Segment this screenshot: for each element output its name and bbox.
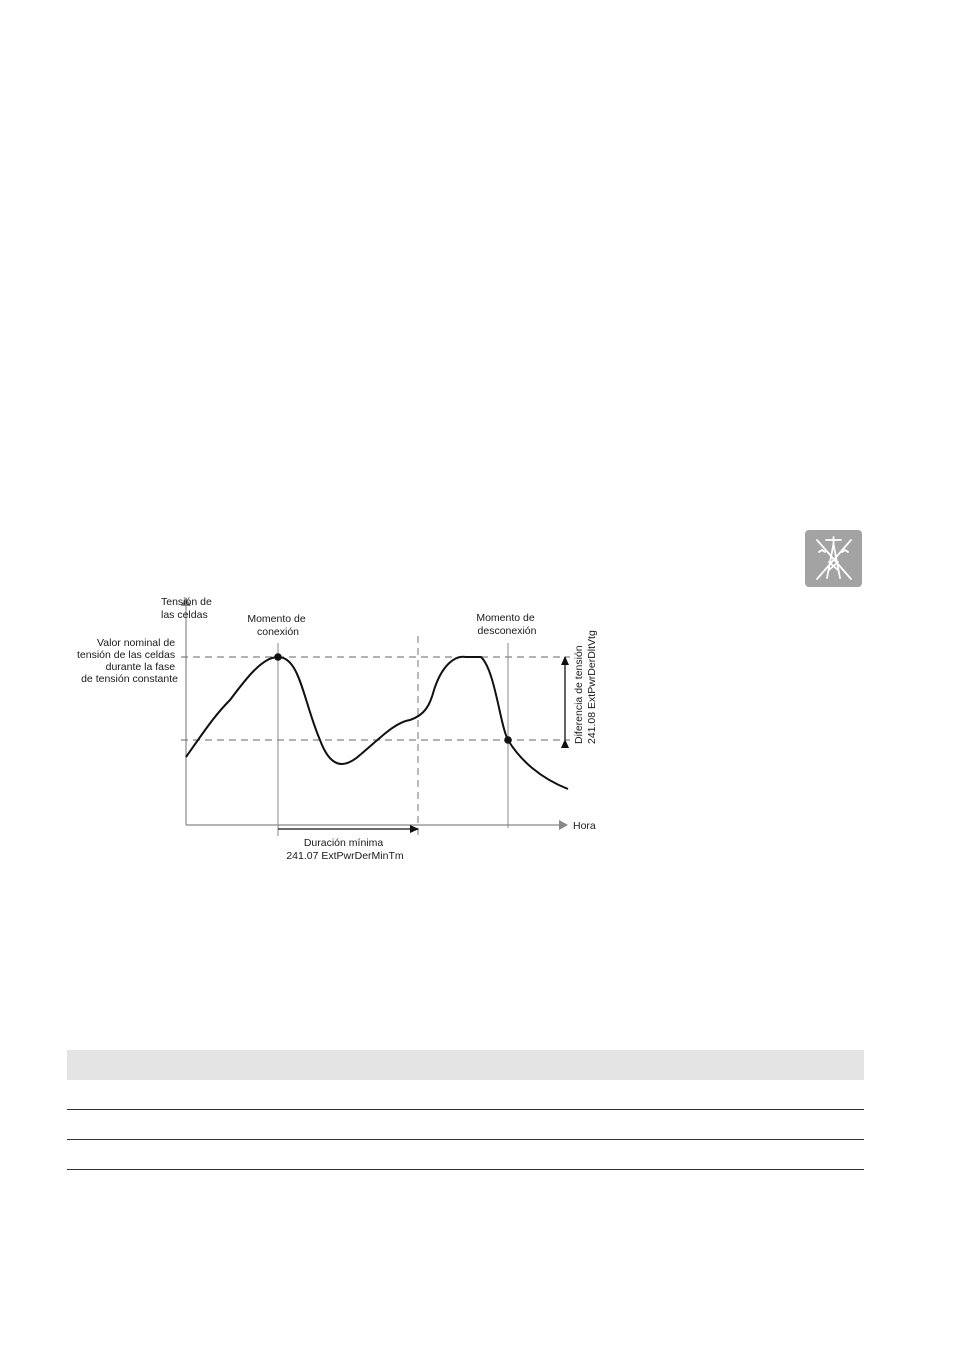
connection-label [247, 613, 308, 638]
table-row [67, 1080, 864, 1110]
table-row [67, 1140, 864, 1170]
y-axis-label-line: las celdas [161, 609, 208, 621]
disconnection-label-line: Momento de [476, 612, 535, 624]
y-axis-label-line: Tensión de [161, 596, 212, 608]
connection-label-line: Momento de [247, 613, 306, 625]
nominal-label-line: Valor nominal de [97, 637, 176, 649]
x-axis-label: Hora [573, 820, 596, 832]
disconnection-label-line: desconexión [477, 625, 537, 637]
parameter-table [67, 1050, 864, 1170]
table-row [67, 1110, 864, 1140]
voltage-difference-label-line: Diferencia de tensión [573, 645, 585, 744]
min-duration-label-line: Duración mínima [303, 837, 384, 849]
nominal-label-line: durante la fase [105, 661, 176, 673]
connection-point [274, 653, 282, 661]
nominal-label-line: tensión de las celdas [77, 649, 176, 661]
no-grid-connection-badge [805, 530, 862, 587]
disconnection-point [504, 736, 512, 744]
connection-label-line: conexión [256, 626, 300, 638]
min-duration-label [286, 837, 404, 862]
voltage-difference-label [573, 630, 598, 744]
voltage-difference-label-line: 241.08 ExtPwrDerDltVtg [586, 630, 598, 744]
y-axis-label [161, 596, 215, 621]
nominal-voltage-label [77, 637, 178, 685]
nominal-label-line: de tensión constante [81, 673, 178, 685]
no-grid-connection-icon [805, 530, 862, 587]
min-duration-label-line: 241.07 ExtPwrDerMinTm [286, 850, 404, 862]
cell-voltage-curve [186, 657, 568, 789]
disconnection-label [476, 612, 537, 637]
table-header-row [67, 1050, 864, 1080]
